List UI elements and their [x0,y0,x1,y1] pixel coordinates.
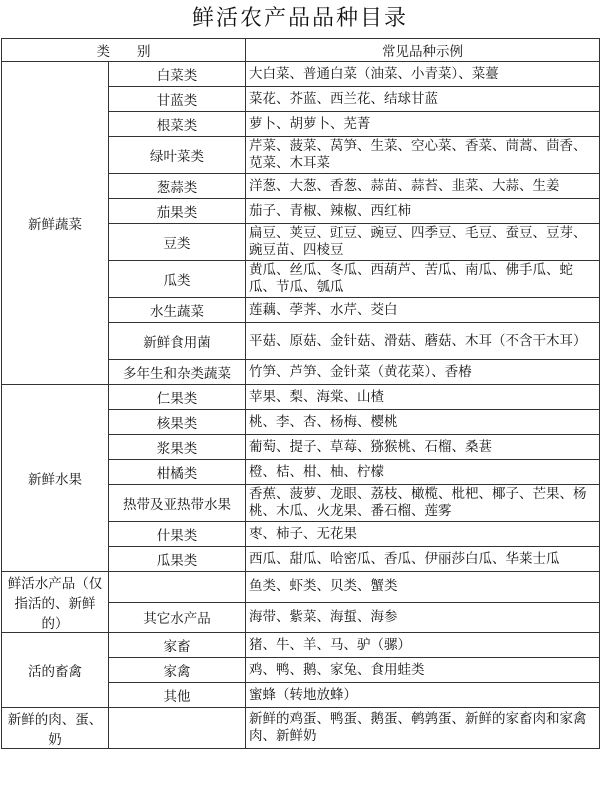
category-cell: 新鲜的肉、蛋、奶 [2,708,109,749]
examples-cell: 菜花、芥蓝、西兰花、结球甘蓝 [246,87,600,112]
examples-cell: 橙、桔、柑、柚、柠檬 [246,460,600,485]
examples-cell: 鸡、鸭、鹅、家兔、食用蛙类 [246,658,600,683]
header-examples: 常见品种示例 [246,39,600,62]
subcategory-cell: 家禽 [109,658,246,683]
examples-cell: 黄瓜、丝瓜、冬瓜、西葫芦、苦瓜、南瓜、佛手瓜、蛇瓜、节瓜、瓠瓜 [246,261,600,298]
subcategory-cell: 核果类 [109,410,246,435]
examples-cell: 海带、紫菜、海蜇、海参 [246,602,600,633]
subcategory-cell: 新鲜食用菌 [109,323,246,360]
header-category: 类 别 [2,39,246,62]
table-row [2,572,600,603]
examples-cell: 萝卜、胡萝卜、芜菁 [246,112,600,137]
subcategory-cell: 其他 [109,683,246,708]
subcategory-cell: 水生蔬菜 [109,298,246,323]
examples-cell: 葡萄、提子、草莓、猕猴桃、石榴、桑葚 [246,435,600,460]
examples-cell: 蜜蜂（转地放蜂） [246,683,600,708]
subcategory-cell: 多年生和杂类蔬菜 [109,360,246,385]
examples-cell: 茄子、青椒、辣椒、西红柿 [246,199,600,224]
examples-cell: 桃、李、杏、杨梅、樱桃 [246,410,600,435]
examples-cell: 鱼类、虾类、贝类、蟹类 [246,572,600,603]
examples-cell: 洋葱、大葱、香葱、蒜苗、蒜苔、韭菜、大蒜、生姜 [246,174,600,199]
subcategory-cell: 豆类 [109,224,246,261]
examples-cell: 香蕉、菠萝、龙眼、荔枝、橄榄、枇杷、椰子、芒果、杨桃、木瓜、火龙果、番石榴、莲雾 [246,485,600,522]
subcategory-cell: 仁果类 [109,385,246,410]
examples-cell: 竹笋、芦笋、金针菜（黄花菜）、香椿 [246,360,600,385]
table-row [2,385,600,410]
table-row [2,708,600,749]
subcategory-cell: 什果类 [109,522,246,547]
subcategory-cell: 瓜类 [109,261,246,298]
subcategory-cell: 葱蒜类 [109,174,246,199]
subcategory-cell: 甘蓝类 [109,87,246,112]
subcategory-cell: 柑橘类 [109,460,246,485]
category-cell: 鲜活水产品（仅指活的、新鲜的） [2,572,109,633]
table-row [2,62,600,87]
subcategory-cell: 根菜类 [109,112,246,137]
examples-cell: 扁豆、荚豆、豇豆、豌豆、四季豆、毛豆、蚕豆、豆芽、豌豆苗、四棱豆 [246,224,600,261]
subcategory-cell: 绿叶菜类 [109,137,246,174]
examples-cell: 苹果、梨、海棠、山楂 [246,385,600,410]
category-cell: 新鲜蔬菜 [2,62,109,385]
examples-cell: 大白菜、普通白菜（油菜、小青菜）、菜薹 [246,62,600,87]
subcategory-cell: 家畜 [109,633,246,658]
subcategory-cell: 茄果类 [109,199,246,224]
examples-cell: 西瓜、甜瓜、哈密瓜、香瓜、伊丽莎白瓜、华莱士瓜 [246,547,600,572]
subcategory-cell: 白菜类 [109,62,246,87]
examples-cell: 猪、牛、羊、马、驴（骡） [246,633,600,658]
table-header-row [2,39,600,62]
subcategory-cell: 热带及亚热带水果 [109,485,246,522]
subcategory-cell [109,572,246,603]
examples-cell: 枣、柿子、无花果 [246,522,600,547]
category-cell: 新鲜水果 [2,385,109,572]
table-row [2,633,600,658]
subcategory-cell: 其它水产品 [109,602,246,633]
page-title: 鲜活农产品品种目录 [191,6,408,31]
category-cell: 活的畜禽 [2,633,109,708]
examples-cell: 芹菜、菠菜、莴笋、生菜、空心菜、香菜、茼蒿、茴香、苋菜、木耳菜 [246,137,600,174]
subcategory-cell [109,708,246,749]
examples-cell: 莲藕、荸荠、水芹、茭白 [246,298,600,323]
subcategory-cell: 浆果类 [109,435,246,460]
examples-cell: 平菇、原菇、金针菇、滑菇、蘑菇、木耳（不含干木耳） [246,323,600,360]
product-table [1,38,600,749]
examples-cell: 新鲜的鸡蛋、鸭蛋、鹅蛋、鹌鹑蛋、新鲜的家畜肉和家禽肉、新鲜奶 [246,708,600,749]
subcategory-cell: 瓜果类 [109,547,246,572]
